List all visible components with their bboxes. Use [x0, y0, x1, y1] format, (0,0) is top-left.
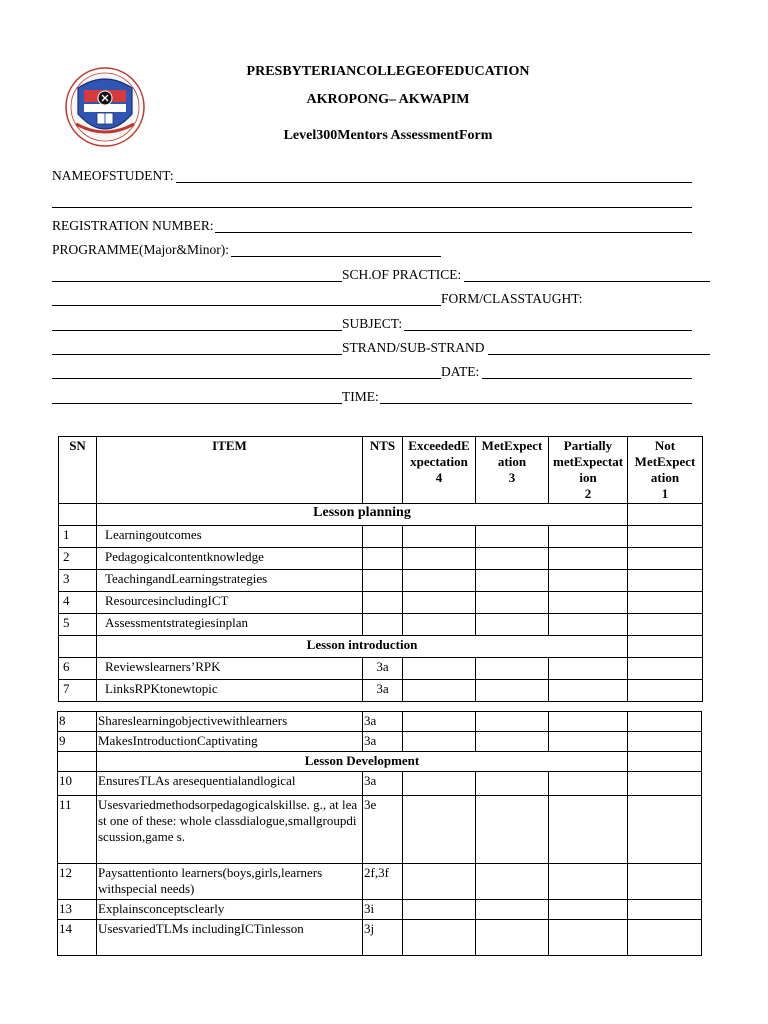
programme-label: PROGRAMME(Major&Minor): — [52, 242, 230, 257]
table-row — [58, 920, 702, 956]
row-nts: 3a — [363, 712, 403, 732]
rating-cell[interactable] — [549, 864, 628, 900]
table-row — [59, 680, 703, 702]
row-item: Assessmentstrategiesinplan — [97, 614, 363, 636]
table-row — [58, 900, 702, 920]
row-nts: 3e — [363, 796, 403, 864]
row-nts: 3i — [363, 900, 403, 920]
header-sn: SN — [59, 437, 97, 504]
subject-row — [52, 316, 692, 334]
time-label: TIME: — [342, 389, 379, 404]
rating-cell[interactable] — [403, 900, 476, 920]
rating-cell[interactable] — [403, 772, 476, 796]
rating-cell[interactable] — [403, 712, 476, 732]
rating-cell[interactable] — [549, 680, 628, 702]
row-nts — [363, 526, 403, 548]
rating-cell[interactable] — [476, 920, 549, 956]
college-location: AKROPONG– AKWAPIM — [306, 92, 470, 107]
section-row-development — [58, 752, 702, 772]
rating-cell[interactable] — [403, 864, 476, 900]
header-met-score: 3 — [508, 470, 516, 485]
header-not-met — [628, 437, 703, 504]
section-lesson-development: Lesson Development — [97, 752, 628, 772]
rating-cell[interactable] — [628, 526, 703, 548]
assessment-table-continued — [57, 711, 702, 956]
row-nts — [363, 592, 403, 614]
row-sn: 7 — [59, 680, 97, 702]
row-nts — [363, 548, 403, 570]
row-sn: 1 — [59, 526, 97, 548]
section-sn-cell — [59, 504, 97, 526]
rating-cell[interactable] — [549, 570, 628, 592]
rating-cell[interactable] — [476, 732, 549, 752]
assessment-table — [58, 436, 703, 702]
rating-cell[interactable] — [628, 614, 703, 636]
rating-cell[interactable] — [476, 526, 549, 548]
table-row — [58, 732, 702, 752]
rating-cell[interactable] — [628, 864, 702, 900]
rating-cell[interactable] — [549, 548, 628, 570]
student-name-row — [52, 168, 692, 186]
row-nts: 2f,3f — [363, 864, 403, 900]
rating-cell[interactable] — [476, 712, 549, 732]
rating-cell[interactable] — [628, 658, 703, 680]
rating-cell[interactable] — [549, 772, 628, 796]
rating-cell[interactable] — [476, 900, 549, 920]
rating-cell[interactable] — [628, 680, 703, 702]
row-item: Explainsconceptsclearly — [97, 900, 363, 920]
rating-cell[interactable] — [628, 900, 702, 920]
subject-label: SUBJECT: — [342, 316, 403, 331]
section-sn-cell — [58, 752, 97, 772]
rating-cell[interactable] — [476, 864, 549, 900]
row-sn: 4 — [59, 592, 97, 614]
rating-cell[interactable] — [403, 732, 476, 752]
header-met-label: MetExpect ation — [481, 438, 543, 469]
rating-cell[interactable] — [476, 680, 549, 702]
rating-cell[interactable] — [403, 796, 476, 864]
college-name: PRESBYTERIANCOLLEGEOFEDUCATION — [246, 64, 530, 79]
rating-cell[interactable] — [628, 712, 702, 732]
header-exceeded-score: 4 — [435, 470, 443, 485]
row-sn: 2 — [59, 548, 97, 570]
time-line-left[interactable] — [52, 403, 342, 404]
rating-cell[interactable] — [403, 548, 476, 570]
header-item: ITEM — [97, 437, 363, 504]
table-row — [58, 796, 702, 864]
date-line[interactable] — [482, 378, 692, 379]
strand-row — [52, 340, 712, 358]
rating-cell[interactable] — [628, 920, 702, 956]
rating-cell[interactable] — [403, 570, 476, 592]
strand-line-left[interactable] — [52, 354, 342, 355]
table-row — [58, 864, 702, 900]
row-sn: 11 — [58, 796, 97, 864]
table-header-row — [59, 437, 703, 504]
rating-cell[interactable] — [403, 526, 476, 548]
rating-cell[interactable] — [549, 658, 628, 680]
row-sn: 6 — [59, 658, 97, 680]
programme-line[interactable] — [231, 256, 441, 257]
rating-cell[interactable] — [403, 680, 476, 702]
subject-line-left[interactable] — [52, 330, 342, 331]
row-item: UsesvariedTLMs includingICTinlesson — [97, 920, 363, 956]
section-row-planning — [59, 504, 703, 526]
table-row — [58, 772, 702, 796]
row-item: MakesIntroductionCaptivating — [97, 732, 363, 752]
header-exceeded — [403, 437, 476, 504]
form-title: Level300Mentors AssessmentForm — [283, 128, 493, 143]
school-label: SCH.OF PRACTICE: — [342, 267, 462, 282]
date-line-left[interactable] — [52, 378, 441, 379]
row-item: Shareslearningobjectivewithlearners — [97, 712, 363, 732]
row-sn: 3 — [59, 570, 97, 592]
row-item: LinksRPKtonewtopic — [97, 680, 363, 702]
student-name-line-2[interactable] — [52, 207, 692, 208]
row-nts: 3a — [363, 732, 403, 752]
header-not-met-label: Not MetExpect ation — [634, 438, 696, 485]
time-row — [52, 389, 692, 407]
rating-cell[interactable] — [628, 592, 703, 614]
rating-cell[interactable] — [549, 614, 628, 636]
rating-cell[interactable] — [476, 548, 549, 570]
row-sn: 9 — [58, 732, 97, 752]
row-item: TeachingandLearningstrategies — [97, 570, 363, 592]
rating-cell[interactable] — [628, 570, 703, 592]
rating-cell[interactable] — [403, 920, 476, 956]
row-sn: 5 — [59, 614, 97, 636]
header-partial — [549, 437, 628, 504]
rating-cell[interactable] — [476, 658, 549, 680]
row-item: Paysattentionto learners(boys,girls,learners withspecial needs) — [97, 864, 363, 900]
rating-cell[interactable] — [628, 752, 702, 772]
section-sn-cell — [59, 636, 97, 658]
header-exceeded-label: ExceededE xpectation — [408, 438, 470, 469]
school-line-left[interactable] — [52, 281, 342, 282]
rating-cell[interactable] — [476, 614, 549, 636]
row-sn: 14 — [58, 920, 97, 956]
row-item: Pedagogicalcontentknowledge — [97, 548, 363, 570]
table-row — [59, 570, 703, 592]
section-lesson-planning: Lesson planning — [97, 504, 628, 526]
row-item: EnsuresTLAs aresequentialandlogical — [97, 772, 363, 796]
row-item: Reviewslearners’RPK — [97, 658, 363, 680]
row-nts: 3j — [363, 920, 403, 956]
section-lesson-introduction: Lesson introduction — [97, 636, 628, 658]
strand-label: STRAND/SUB-STRAND — [342, 340, 485, 355]
row-item: Learningoutcomes — [97, 526, 363, 548]
rating-cell[interactable] — [549, 732, 628, 752]
row-item: ResourcesincludingICT — [97, 592, 363, 614]
header-partial-label: Partially metExpectat ion — [553, 438, 624, 485]
rating-cell[interactable] — [628, 548, 703, 570]
row-item: Usesvariedmethodsorpedagogicalskillse. g., at least one of these: whole classdialogue,smallgroupdiscussion,game s. — [97, 796, 363, 864]
school-line[interactable] — [464, 281, 710, 282]
rating-cell[interactable] — [628, 504, 703, 526]
rating-cell[interactable] — [549, 592, 628, 614]
registration-line[interactable] — [215, 232, 692, 233]
rating-cell[interactable] — [476, 570, 549, 592]
student-name-label: NAMEOFSTUDENT: — [52, 168, 174, 183]
date-label: DATE: — [441, 364, 480, 379]
row-nts: 3a — [363, 680, 403, 702]
rating-cell[interactable] — [628, 636, 703, 658]
form-class-line[interactable] — [52, 305, 441, 306]
table-row — [59, 526, 703, 548]
rating-cell[interactable] — [549, 526, 628, 548]
rating-cell[interactable] — [403, 614, 476, 636]
table-row — [59, 592, 703, 614]
college-crest-logo — [64, 66, 146, 148]
registration-label: REGISTRATION NUMBER: — [52, 218, 214, 233]
header-partial-score: 2 — [584, 486, 592, 501]
time-line[interactable] — [380, 403, 692, 404]
row-sn: 10 — [58, 772, 97, 796]
student-name-line[interactable] — [176, 182, 692, 183]
table-row — [59, 614, 703, 636]
row-sn: 13 — [58, 900, 97, 920]
programme-row — [52, 242, 692, 260]
header-nts: NTS — [363, 437, 403, 504]
school-row — [52, 267, 712, 285]
row-nts — [363, 614, 403, 636]
header-met — [476, 437, 549, 504]
row-sn: 8 — [58, 712, 97, 732]
row-nts: 3a — [363, 772, 403, 796]
rating-cell[interactable] — [403, 592, 476, 614]
form-class-row — [52, 291, 692, 309]
rating-cell[interactable] — [549, 796, 628, 864]
table-row — [59, 658, 703, 680]
rating-cell[interactable] — [403, 658, 476, 680]
date-row — [52, 364, 692, 382]
rating-cell[interactable] — [628, 772, 702, 796]
rating-cell[interactable] — [549, 920, 628, 956]
table-row — [58, 712, 702, 732]
row-sn: 12 — [58, 864, 97, 900]
section-row-introduction — [59, 636, 703, 658]
rating-cell[interactable] — [549, 900, 628, 920]
rating-cell[interactable] — [476, 772, 549, 796]
rating-cell[interactable] — [549, 712, 628, 732]
subject-line[interactable] — [404, 330, 692, 331]
rating-cell[interactable] — [476, 796, 549, 864]
table-row — [59, 548, 703, 570]
row-nts: 3a — [363, 658, 403, 680]
rating-cell[interactable] — [628, 796, 702, 864]
strand-line[interactable] — [488, 354, 710, 355]
form-class-label: FORM/CLASSTAUGHT: — [441, 291, 583, 306]
rating-cell[interactable] — [476, 592, 549, 614]
rating-cell[interactable] — [628, 732, 702, 752]
header-not-met-score: 1 — [661, 486, 669, 501]
row-nts — [363, 570, 403, 592]
registration-row — [52, 218, 692, 236]
